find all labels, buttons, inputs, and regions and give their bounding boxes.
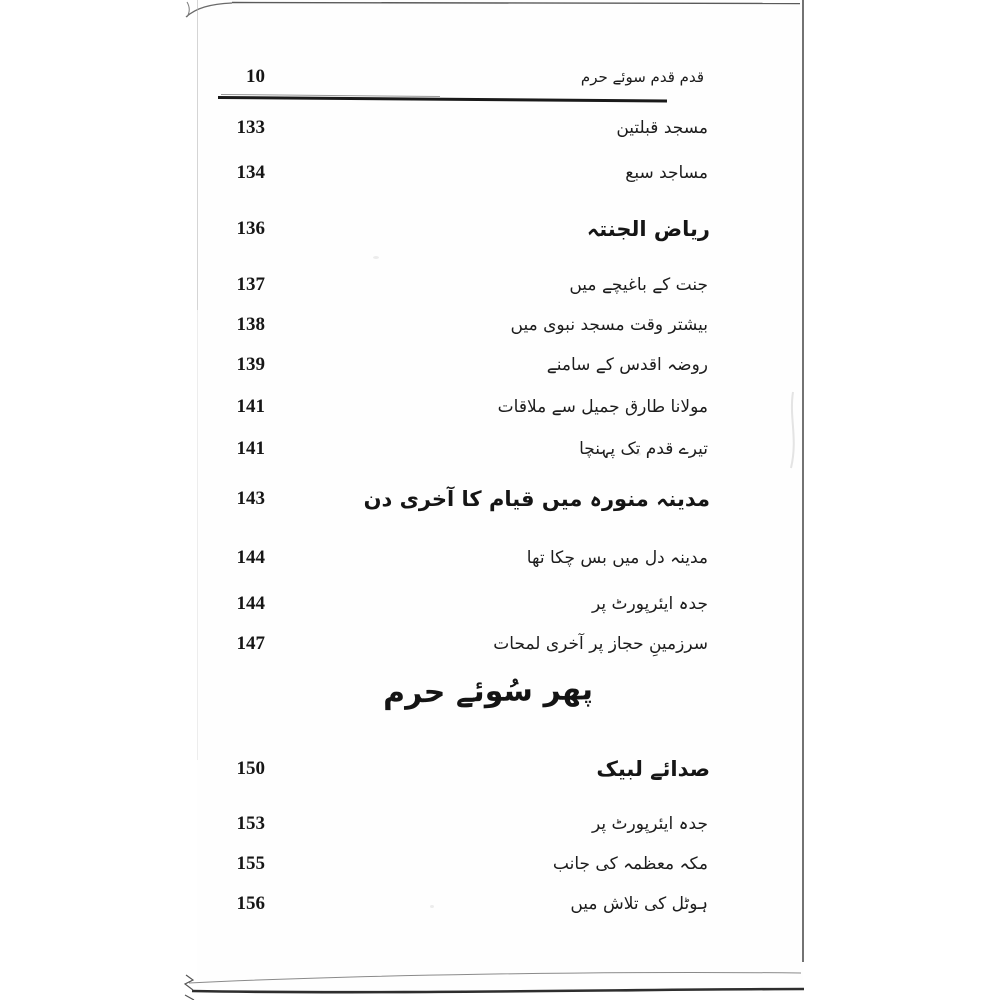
scan-speck bbox=[430, 905, 434, 908]
toc-row bbox=[197, 392, 803, 422]
running-title: قدم قدم سوئے حرم bbox=[580, 68, 704, 86]
toc-section-title: مدینہ منورہ میں قیام کا آخری دن bbox=[363, 487, 710, 511]
scan-speck bbox=[373, 256, 379, 259]
scan-speck bbox=[636, 452, 641, 456]
toc-entry-title: مدینہ دل میں بس چکا تھا bbox=[526, 548, 708, 568]
toc-row bbox=[197, 629, 803, 659]
page-stack-corner-tail bbox=[185, 995, 194, 1000]
toc-row bbox=[197, 849, 803, 879]
toc-page-number: 147 bbox=[236, 633, 265, 654]
toc-entry-title: مسجد قبلتین bbox=[616, 118, 708, 138]
toc-page-number: 133 bbox=[236, 117, 265, 138]
toc-entry-title: مساجد سبع bbox=[625, 163, 708, 183]
toc-row bbox=[197, 113, 803, 143]
toc-entry-title: جنت کے باغیچے میں bbox=[569, 275, 708, 295]
toc-page-number: 150 bbox=[236, 758, 265, 779]
toc-page-number: 141 bbox=[236, 396, 265, 417]
toc-entry-title: بیشتر وقت مسجد نبوی میں bbox=[510, 315, 708, 335]
toc-page-number: 144 bbox=[236, 593, 265, 614]
toc-row bbox=[197, 543, 803, 573]
toc-row bbox=[197, 434, 803, 464]
toc-row bbox=[197, 589, 803, 619]
toc-entry-title: مولانا طارق جمیل سے ملاقات bbox=[497, 397, 708, 417]
toc-page-number: 156 bbox=[236, 893, 265, 914]
toc-page-number: 144 bbox=[236, 547, 265, 568]
toc-section-title: ریاض الجنتہ bbox=[586, 217, 710, 241]
toc-page-number: 139 bbox=[236, 354, 265, 375]
toc-page-number: 134 bbox=[236, 162, 265, 183]
toc-row bbox=[197, 270, 803, 300]
toc-entry-title: مکہ معظمہ کی جانب bbox=[552, 854, 708, 874]
toc-entry-title: جدہ ایئرپورٹ پر bbox=[591, 594, 708, 614]
toc-page-number: 141 bbox=[236, 438, 265, 459]
toc-entry-title: سرزمینِ حجاز پر آخری لمحات bbox=[493, 634, 708, 654]
toc-page-number: 153 bbox=[236, 813, 265, 834]
toc-entry-title: تیرے قدم تک پہنچا bbox=[579, 439, 708, 459]
toc-page-number: 136 bbox=[236, 218, 265, 239]
toc-row bbox=[197, 158, 803, 188]
toc-row bbox=[197, 889, 803, 919]
toc-page-number: 143 bbox=[236, 488, 265, 509]
toc-row-section bbox=[197, 480, 803, 518]
toc-entry-title: روضہ اقدس کے سامنے bbox=[546, 355, 708, 375]
toc-row-section bbox=[197, 210, 803, 248]
toc-entry-title: جدہ ایئرپورٹ پر bbox=[591, 814, 708, 834]
toc-row bbox=[197, 809, 803, 839]
toc-page-number: 138 bbox=[236, 314, 265, 335]
toc-page-number: 155 bbox=[236, 853, 265, 874]
toc-row-section bbox=[197, 750, 803, 788]
page-corner-curl-inner bbox=[187, 2, 189, 17]
chapter-heading: پھر سُوئے حرم bbox=[382, 672, 594, 711]
page-number: 10 bbox=[246, 66, 265, 87]
toc-page-number: 137 bbox=[236, 274, 265, 295]
page-stack-corner-zigzag bbox=[185, 975, 193, 990]
toc-row bbox=[197, 310, 803, 340]
toc-row bbox=[197, 350, 803, 380]
toc-section-title: صدائے لبیک bbox=[596, 757, 710, 781]
toc-entry-title: ہوٹل کی تلاش میں bbox=[570, 894, 708, 914]
